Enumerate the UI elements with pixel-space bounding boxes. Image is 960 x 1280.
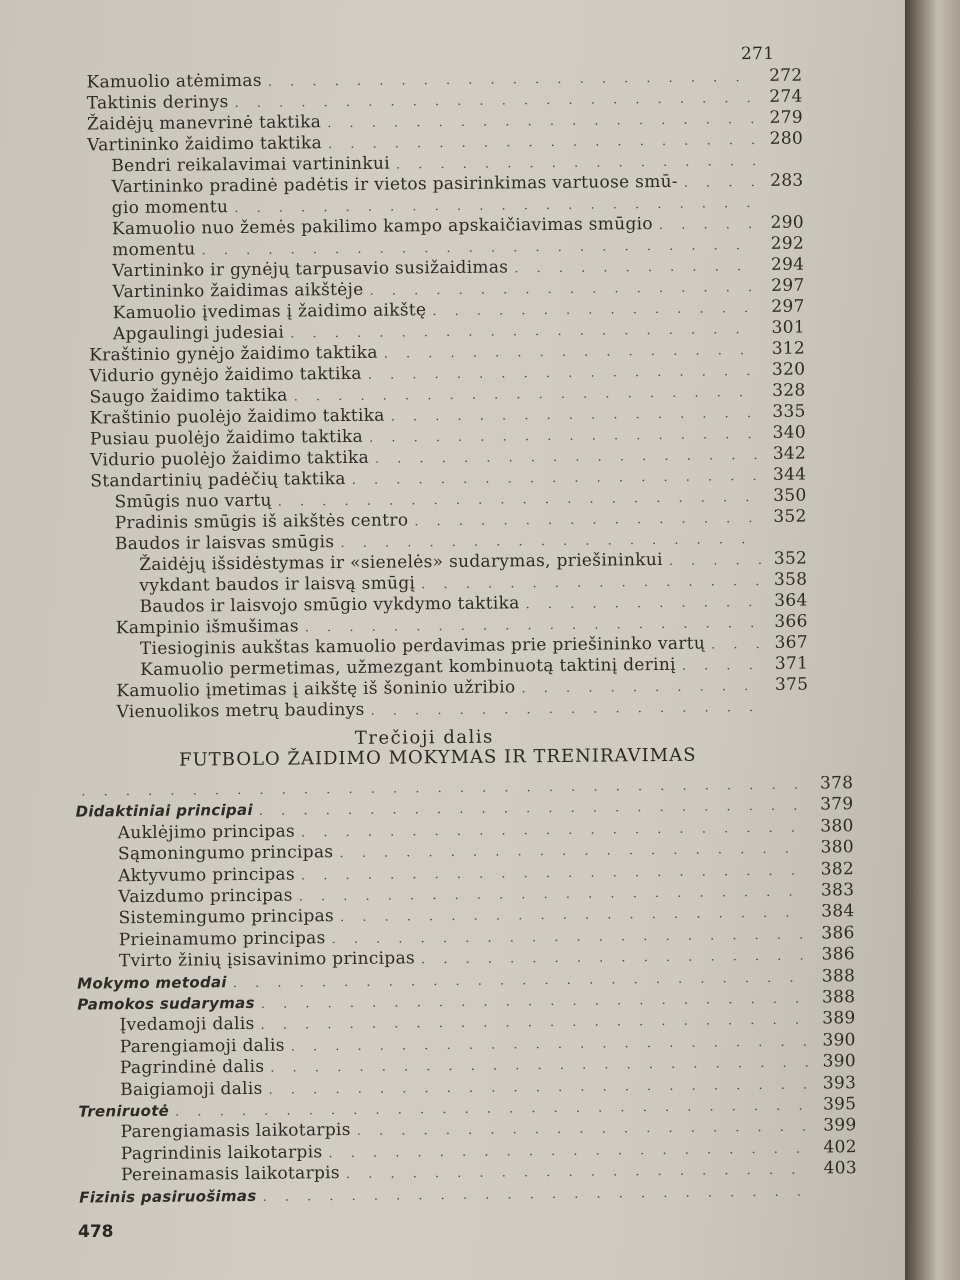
- toc-entry-page: 402: [823, 1136, 857, 1158]
- toc-entry-title: Mokymo metodai: [77, 972, 227, 993]
- toc-entry-page: 292: [770, 233, 805, 254]
- toc-entry-page: 272: [769, 65, 803, 86]
- toc-entry-page: 371: [774, 653, 809, 674]
- toc-entry-page: 382: [820, 858, 855, 880]
- toc-entry-title: Fizinis pasiruošimas: [79, 1186, 257, 1207]
- toc-entry-page: 358: [773, 569, 808, 590]
- toc-entry-title: Žaidėjų manevrinė taktika: [86, 112, 322, 135]
- toc-entry-title: Pamokos sudarymas: [77, 993, 255, 1014]
- toc-entry-title: Kampinio išmušimas: [115, 616, 299, 639]
- toc-entry-title: Tiesioginis aukštas kamuolio perdavimas prie priešininko vartų: [139, 633, 706, 659]
- toc-entry-page: 340: [772, 422, 807, 443]
- toc-entry-title: Kamuolio įvedimas į žaidimo aikštę: [112, 300, 427, 324]
- toc-entry-title: Baudos ir laisvojo smūgio vykdymo taktika: [139, 593, 520, 617]
- toc-entry-title: Pagrindinis laikotarpis: [120, 1142, 323, 1164]
- book-spine: [905, 0, 960, 1280]
- toc-entry-title: Treniruotė: [78, 1101, 170, 1121]
- toc-entry-page: 390: [822, 1029, 856, 1051]
- toc-entry-title: Vartininko ir gynėjų tarpusavio susižaidimas: [112, 257, 509, 282]
- toc-entry-page: 389: [822, 1008, 856, 1029]
- toc-entry-page: 301: [771, 317, 806, 338]
- toc-entry-page: 290: [770, 212, 805, 233]
- toc-entry-title: Sistemingumo principas: [118, 906, 335, 929]
- toc-entry-title: gio momentu: [111, 197, 229, 219]
- toc-entry-page: 297: [771, 275, 805, 296]
- toc-entry-page: 393: [822, 1072, 857, 1094]
- toc-entry-page: 386: [821, 944, 856, 965]
- toc-entry-page: 344: [772, 464, 807, 485]
- part-title: FUTBOLO ŽAIDIMO MOKYMAS IR TRENIRAVIMAS: [178, 744, 697, 771]
- toc-entry-title: Parengiamoji dalis: [119, 1035, 285, 1057]
- toc-entry-page: 352: [773, 548, 808, 569]
- toc-entry-page: 320: [771, 359, 806, 380]
- toc-entry-page: 279: [769, 107, 804, 128]
- toc-entry-page: 312: [771, 338, 806, 359]
- toc-entry-title: Parengiamasis laikotarpis: [120, 1120, 351, 1143]
- page-number: 271: [740, 43, 775, 65]
- toc-entry-title: Vidurio puolėjo žaidimo taktika: [90, 447, 370, 471]
- dot-leader: [370, 697, 762, 723]
- toc-entry-title: Pagrindinė dalis: [119, 1056, 265, 1079]
- toc-entry-title: Kraštinio gynėjo žaidimo taktika: [89, 342, 378, 366]
- toc-entry-title: Standartinių padėčių taktika: [90, 468, 346, 492]
- toc-entry-title: Prieinamumo principas: [118, 928, 326, 950]
- toc-entry-title: Kamuolio atėmimas: [86, 70, 262, 93]
- toc-entry-title: Kraštinio puolėjo žaidimo taktika: [89, 405, 385, 429]
- toc-entry-page: 388: [821, 965, 856, 987]
- toc-entry-page: 366: [774, 611, 808, 632]
- toc-entry-title: Vartininko žaidimo taktika: [87, 133, 323, 156]
- toc-entry-page: 386: [821, 922, 855, 944]
- toc-entry-page: 390: [822, 1051, 857, 1072]
- toc-entry-page: 378: [819, 773, 854, 794]
- toc-entry-page: 379: [820, 794, 854, 815]
- toc-entry-page: 399: [823, 1115, 857, 1136]
- toc-entry-title: Įvedamoji dalis: [119, 1014, 255, 1036]
- toc-entry-title: Auklėjimo principas: [117, 821, 296, 843]
- toc-entry-title: Tvirto žinių įsisavinimo principas: [118, 948, 416, 972]
- toc-entry-page: 274: [769, 86, 803, 107]
- toc-entry-title: Pusiau puolėjo žaidimo taktika: [89, 426, 364, 450]
- toc-entry-title: Saugo žaidimo taktika: [89, 385, 288, 408]
- part-heading: Trečioji dalis: [354, 726, 494, 749]
- toc-entry-title: Vaizdumo principas: [118, 885, 293, 908]
- toc-entry-title: Didaktiniai principai: [75, 801, 253, 821]
- toc-entry-title: Smūgis nuo vartų: [114, 490, 272, 513]
- toc-entry-title: Kamuolio nuo žemės pakilimo kampo apskaičiavimas smūgio: [111, 214, 653, 240]
- toc-entry-page: 383: [820, 880, 855, 901]
- toc-entry-title: momentu: [112, 239, 196, 261]
- toc-entry-title: Apgaulingi judesiai: [112, 322, 285, 345]
- toc-entry-page: 328: [772, 380, 806, 401]
- toc-entry-title: Kamuolio įmetimas į aikštę iš šoninio užribio: [116, 677, 516, 702]
- toc-entry-title: Žaidėjų išsidėstymas ir «sienelės» sudarymas, priešininkui: [139, 549, 663, 575]
- toc-entry-page: 388: [821, 987, 856, 1008]
- toc-entry-title: vykdant baudos ir laisvą smūgį: [139, 573, 416, 596]
- toc-entry-title: Taktinis derinys: [86, 92, 229, 114]
- page-number-folio: 478: [78, 1222, 114, 1242]
- toc-entry-page: 350: [773, 485, 807, 506]
- toc-entry-page: 380: [820, 837, 855, 858]
- toc-entry-title: Sąmoningumo principas: [117, 842, 334, 865]
- toc-entry-title: Aktyvumo principas: [118, 864, 296, 886]
- toc-entry-title: Pereinamasis laikotarpis: [120, 1163, 340, 1186]
- toc-entry-title: Vartininko žaidimas aikštėje: [112, 279, 364, 303]
- toc-entry-page: 375: [774, 674, 809, 695]
- toc-entry-title: Baudos ir laisvas smūgis: [114, 532, 335, 555]
- toc-entry-page: 280: [769, 128, 804, 149]
- toc-entry-title: Bendri reikalavimai vartininkui: [111, 153, 391, 177]
- toc-entry-page: 297: [771, 296, 805, 317]
- toc-entry-title: Vartininko pradinė padėtis ir vietos pasirinkimas vartuose smū-: [111, 171, 678, 198]
- toc-entry-title: Pradinis smūgis iš aikštės centro: [114, 510, 409, 534]
- toc-entry-page: 367: [774, 632, 809, 653]
- toc-entry-page: 380: [820, 815, 854, 837]
- toc-entry-title: Vienuolikos metrų baudinys: [116, 699, 365, 723]
- toc-entry-page: 342: [772, 443, 807, 464]
- toc-entry-page: [734, 43, 784, 65]
- toc-entry-page: 283: [770, 170, 804, 191]
- toc-entry-title: Kamuolio permetimas, užmezgant kombinuotą taktinį derinį: [140, 654, 676, 680]
- toc-entry-page: 352: [773, 506, 807, 527]
- toc-entry-page: 364: [774, 590, 808, 611]
- toc-entry-page: 403: [823, 1158, 858, 1179]
- toc-entry-page: 335: [772, 401, 806, 422]
- toc-entry-title: Baigiamoji dalis: [120, 1078, 263, 1100]
- dot-leader: [262, 1181, 811, 1208]
- toc-entry-page: 384: [821, 901, 855, 922]
- toc-entry-page: 395: [822, 1094, 857, 1115]
- toc-entry-title: Vidurio gynėjo žaidimo taktika: [89, 363, 362, 387]
- toc-entry-page: 294: [770, 254, 805, 275]
